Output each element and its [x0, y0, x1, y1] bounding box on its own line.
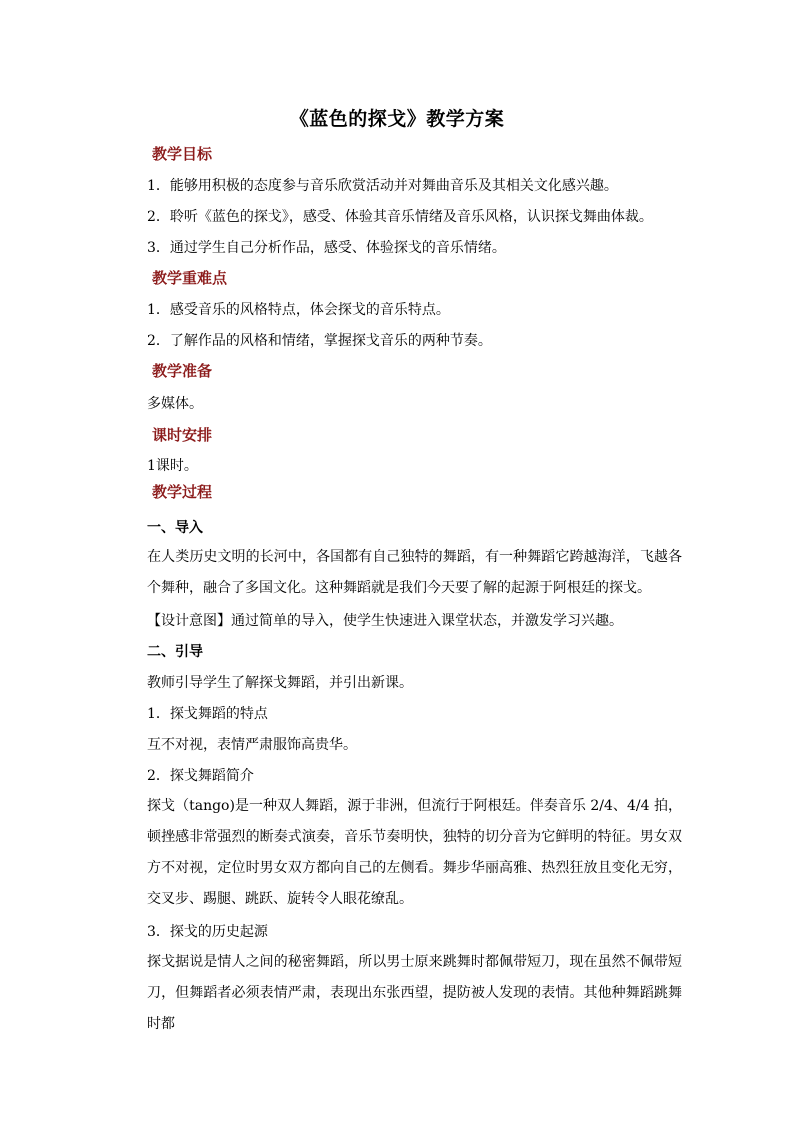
part1-heading: 一、导入	[147, 520, 203, 536]
part1-design-note: 【设计意图】通过简单的导入，使学生快速进入课堂状态，并激发学习兴趣。	[147, 613, 623, 629]
item1-title: 1．探戈舞蹈的特点	[147, 706, 268, 722]
goal-item-1: 1．能够用积极的态度参与音乐欣赏活动并对舞曲音乐及其相关文化感兴趣。	[147, 178, 618, 194]
key-point-item-2: 2．了解作品的风格和情绪，掌握探戈音乐的两种节奏。	[147, 333, 492, 349]
part2-heading: 二、引导	[147, 644, 203, 660]
part1-paragraph	[147, 542, 682, 604]
prep-heading: 教学准备	[152, 362, 213, 380]
item2-paragraph: 探戈（tango)是一种双人舞蹈，源于非洲，但流行于阿根廷。伴奏音乐 2/4、4/4 拍，顿挫感非常强烈的断奏式演奏，音乐节奏明快，独特的切分音为它鲜明的特征。男女双方不对视，定位时男女双方都向自己的左侧看。舞步华丽高雅、热烈狂放且变化无穷，交叉步、踢腿、跳跃、旋转令人眼花缭乱。	[147, 798, 682, 907]
item2-title: 2．探戈舞蹈简介	[147, 768, 254, 784]
schedule-heading: 课时安排	[152, 426, 213, 444]
schedule-text: 1课时。	[147, 458, 198, 474]
document-title: 《蓝色的探戈》教学方案	[289, 108, 505, 130]
item3-paragraph: 探戈据说是情人之间的秘密舞蹈，所以男士原来跳舞时都佩带短刀，现在虽然不佩带短刀，但舞蹈者必须表情严肃，表现出东张西望，提防被人发现的表情。其他种舞蹈跳舞时都	[147, 954, 682, 1032]
goal-item-2: 2．聆听《蓝色的探戈》，感受、体验其音乐情绪及音乐风格，认识探戈舞曲体裁。	[147, 209, 653, 225]
part1-paragraph-text: 在人类历史文明的长河中，各国都有自己独特的舞蹈，有一种舞蹈它跨越海洋，飞越各个舞种，融合了多国文化。这种舞蹈就是我们今天要了解的起源于阿根廷的探戈。	[147, 549, 682, 596]
key-point-item-1: 1．感受音乐的风格特点，体会探戈的音乐特点。	[147, 302, 450, 318]
goal-item-3: 3．通过学生自己分析作品，感受、体验探戈的音乐情绪。	[147, 240, 506, 256]
prep-text: 多媒体。	[147, 396, 203, 412]
item3-title: 3．探戈的历史起源	[147, 924, 268, 940]
process-heading: 教学过程	[152, 483, 213, 501]
goals-heading: 教学目标	[152, 145, 213, 163]
key-points-heading: 教学重难点	[152, 269, 228, 287]
part2-intro: 教师引导学生了解探戈舞蹈，并引出新课。	[147, 675, 413, 691]
item1-text: 互不对视，表情严肃服饰高贵华。	[147, 737, 357, 753]
